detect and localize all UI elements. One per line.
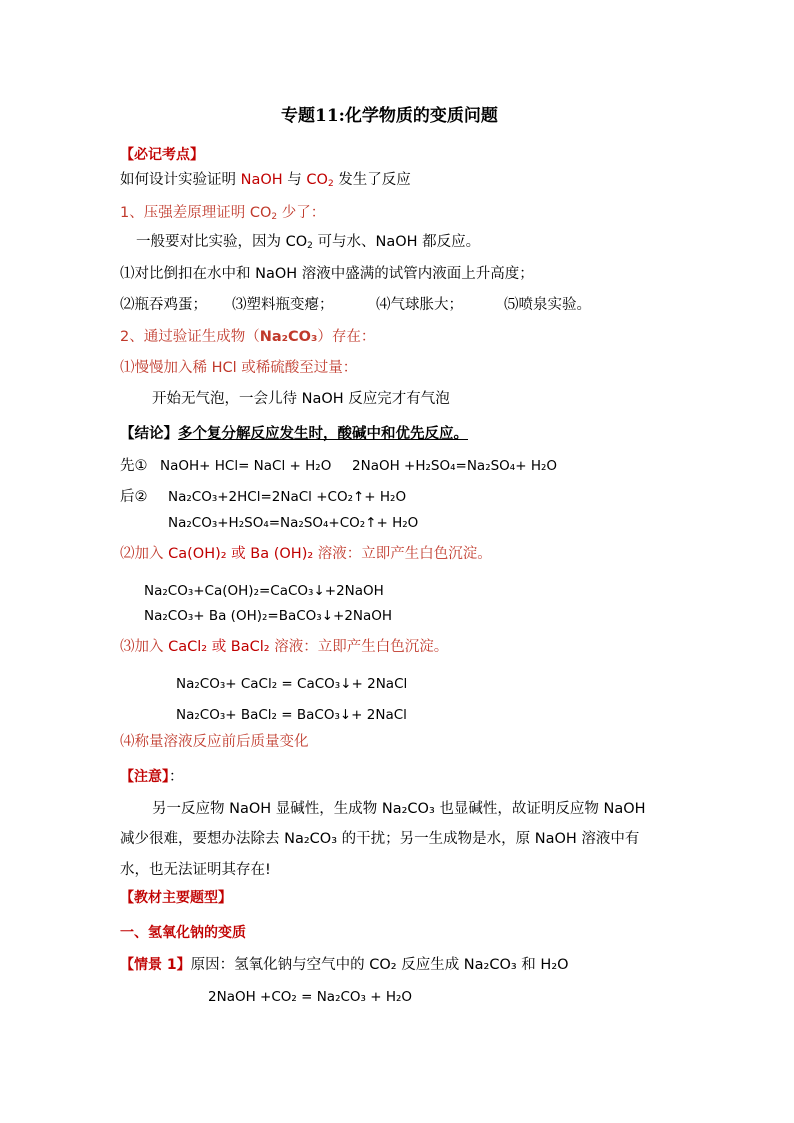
section-1-item-5: ⑸喷泉实验。 [504, 297, 591, 313]
equation-method-2-1: Na₂CO₃+Ca(OH)₂=CaCO₃↓+2NaOH [144, 583, 384, 599]
method-2: ⑵加入 Ca(OH)₂ 或 Ba (OH)₂ 溶液：立即产生白色沉淀。 [120, 546, 492, 562]
equation-first-1: NaOH+ HCl= NaCl + H₂O [160, 458, 332, 474]
page-title: 专题11:化学物质的变质问题 [281, 106, 498, 126]
note-heading: 【注意】 [120, 769, 169, 785]
method-1: ⑴慢慢加入稀 HCl 或稀硫酸至过量： [120, 360, 358, 376]
conclusion-text: 多个复分解反应发生时，酸碱中和优先反应。 [178, 426, 468, 442]
method-3-reagents: CaCl₂ 或 BaCl₂ [168, 639, 270, 655]
scenario-1-label: 【情景 1】 [120, 957, 191, 973]
scenario-1-text: 原因：氢氧化钠与空气中的 CO₂ 反应生成 Na₂CO₃ 和 H₂O [190, 957, 569, 973]
method-1-desc: 开始无气泡，一会儿待 NaOH 反应完才有气泡 [152, 391, 450, 407]
section-1-heading: 1、压强差原理证明 $CO_2$ 少了： [120, 205, 326, 222]
intro-mid: 与 [282, 172, 307, 188]
method-4: ⑷称量溶液反应前后质量变化 [120, 734, 309, 750]
conclusion-label: 【结论】 [120, 426, 178, 442]
intro-line [120, 171, 411, 189]
intro-naoh: NaOH [240, 172, 283, 188]
note-line-1: 另一反应物 NaOH 显碱性，生成物 Na₂CO₃ 也显碱性，故证明反应物 NaOH [152, 801, 646, 817]
conclusion-line [120, 425, 468, 443]
product-formula: Na₂CO₃ [259, 329, 318, 345]
note-line-2: 减少很难，要想办法除去 Na₂CO₃ 的干扰；另一生成物是水，原 NaOH 溶液中有 [120, 831, 640, 847]
equation-then-1: Na₂CO₃+2HCl=2NaCl +CO₂↑+ H₂O [168, 489, 407, 505]
intro-post: 发生了反应 [333, 172, 411, 188]
note-heading-line: 【注意】： [120, 769, 184, 785]
equation-method-2-2: Na₂CO₃+ Ba (OH)₂=BaCO₃↓+2NaOH [144, 608, 393, 624]
textbook-heading: 【教材主要题型】 [120, 890, 232, 906]
intro-pre: 如何设计实验证明 [120, 172, 241, 188]
section-2-heading: 2、通过验证生成物（Na₂CO₃）存在： [120, 329, 376, 345]
section-1-item-2: ⑵瓶吞鸡蛋； [120, 297, 207, 313]
section-1-item-3: ⑶塑料瓶变瘪； [232, 297, 334, 313]
part-1-heading: 一、氢氧化钠的变质 [120, 925, 246, 941]
note-line-3: 水，也无法证明其存在! [120, 862, 271, 878]
section-1-item-4: ⑷气球胀大； [376, 297, 463, 313]
equation-first-2: 2NaOH +H₂SO₄=Na₂SO₄+ H₂O [352, 458, 558, 474]
method-3: ⑶加入 CaCl₂ 或 BaCl₂ 溶液：立即产生白色沉淀。 [120, 639, 449, 655]
intro-co2: $CO_2$ [306, 172, 334, 189]
section-1-item-1: ⑴对比倒扣在水中和 NaOH 溶液中盛满的试管内液面上升高度； [120, 266, 534, 282]
then-label: 后② [120, 489, 148, 505]
equation-method-3-1: Na₂CO₃+ CaCl₂ = CaCO₃↓+ 2NaCl [176, 676, 408, 692]
equation-method-3-2: Na₂CO₃+ BaCl₂ = BaCO₃↓+ 2NaCl [176, 707, 407, 723]
first-label: 先① [120, 458, 148, 474]
equation-scenario-1: 2NaOH +CO₂ = Na₂CO₃ + H₂O [208, 989, 413, 1005]
scenario-1 [120, 956, 569, 974]
equation-then-2: Na₂CO₃+H₂SO₄=Na₂SO₄+CO₂↑+ H₂O [168, 515, 419, 531]
method-2-reagents: Ca(OH)₂ 或 Ba (OH)₂ [168, 546, 314, 562]
section-1-desc: 一般要对比实验，因为 $CO_2$ 可与水、NaOH 都反应。 [136, 234, 481, 251]
must-remember-heading: 【必记考点】 [120, 147, 204, 163]
